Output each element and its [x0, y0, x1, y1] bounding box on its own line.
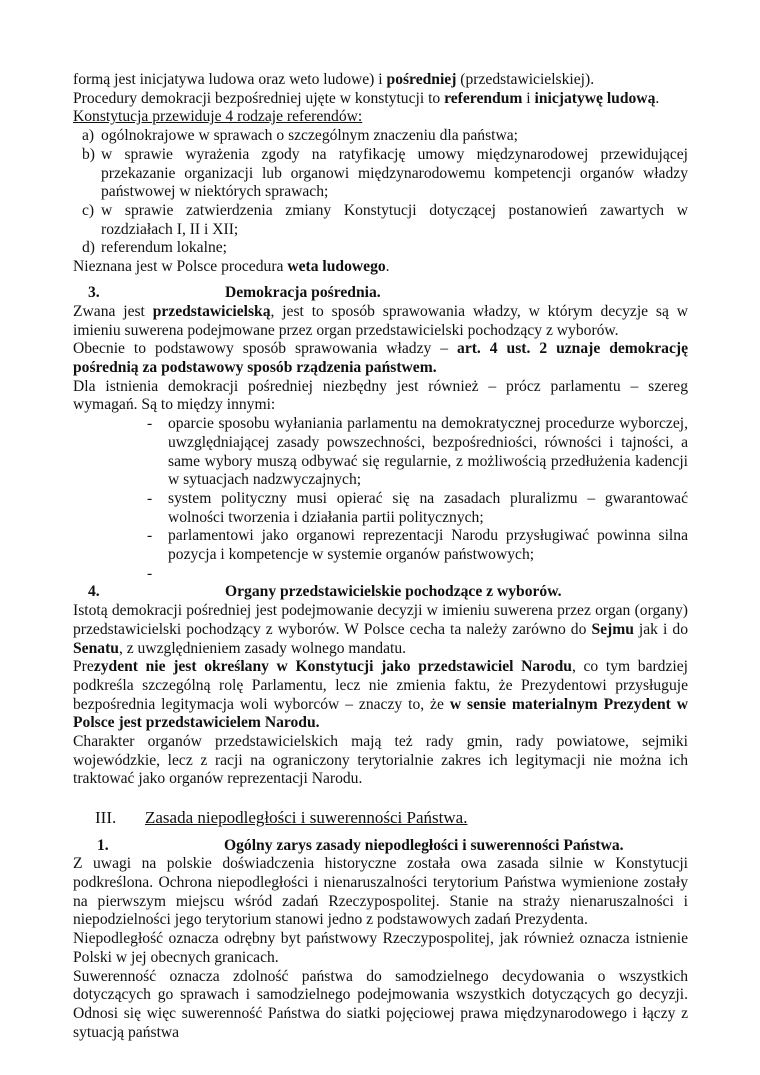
paragraph — [73, 602, 688, 658]
list-item — [73, 565, 688, 584]
text-run: Suwerenność oznacza zdolność państwa do samodzielnego decydowania o wszystkich dotyczących go sprawach i samodzielnego podejmowania wszystkich dotyczących go decyzji. Odnosi się więc suwerenność Państwa do siatki pojęciowej prawa międzynarodowego i łączy z sytuacją państwa — [73, 967, 688, 1041]
list-marker: b) — [82, 145, 95, 163]
chapter-title: Zasada niepodległości i suwerenności Państwa. — [145, 808, 468, 828]
list-item-text: ogólnokrajowe w sprawach o szczególnym znaczeniu dla państwa; — [101, 127, 518, 145]
bold-text: Senatu — [73, 639, 119, 657]
paragraph — [73, 930, 688, 967]
section-heading — [73, 284, 688, 303]
list-item-text: oparcie sposobu wyłaniania parlamentu na demokratycznej procedurze wyborczej, uwzględniającej zasady powszechności, bezpośredniości, równości i tajności, a same wybory muszą odbywać się regularnie, z możliwością przedłużenia kadencji w sytuacjach nadzwyczajnych; — [168, 415, 688, 489]
list-marker: a) — [82, 127, 95, 145]
section-heading — [73, 837, 688, 856]
text-run: Dla istnienia demokracji pośredniej niezbędny jest również – prócz parlamentu – szereg wymagań. Są to między innymi: — [73, 377, 688, 414]
paragraph — [73, 340, 688, 377]
bold-text: pośredniej — [386, 71, 457, 88]
text-run: Procedury demokracji bezpośredniej ujęte w konstytucji to — [73, 89, 445, 107]
text-run: . — [385, 258, 390, 276]
paragraph — [73, 658, 688, 733]
list-item — [73, 527, 688, 564]
list-marker: - — [147, 527, 153, 545]
chapter-number: III. — [95, 808, 117, 828]
list-item — [73, 127, 688, 146]
paragraph — [73, 855, 688, 930]
paragraph — [73, 303, 688, 340]
bold-text: przedstawicielską — [152, 302, 271, 320]
list-marker: - — [147, 489, 153, 507]
bold-text: zydent nie jest określany w Konstytucji jako przedstawiciel Narodu — [93, 658, 572, 676]
heading-title: Demokracja pośrednia. — [225, 284, 381, 302]
list-item-text: referendum lokalne; — [101, 239, 227, 257]
heading-number: 3. — [88, 284, 100, 302]
paragraph — [73, 71, 688, 90]
paragraph — [73, 733, 688, 789]
list-item — [73, 415, 688, 490]
document-page — [73, 71, 688, 1042]
text-run: Pre — [73, 658, 94, 676]
heading-title: Organy przedstawicielskie pochodzące z wyborów. — [225, 583, 562, 601]
paragraph — [73, 108, 688, 127]
text-run: Konstytucja przewiduje 4 rodzaje referendów: — [73, 108, 363, 126]
text-run: . — [655, 89, 660, 107]
text-run: Obecnie to podstawowy sposób sprawowania władzy – — [73, 340, 458, 358]
list-item-text: w sprawie wyrażenia zgody na ratyfikację umowy międzynarodowej przewidującej przekazanie organizacji lub organowi międzynarodowemu kompetencji organów władzy państwowej w niektórych sprawach; — [101, 145, 688, 201]
text-run: Niepodległość oznacza odrębny byt państwowy Rzeczypospolitej, jak również oznacza istnienie Polski w jej obecnych granicach. — [73, 930, 688, 966]
heading-title: Ogólny zarys zasady niepodległości i suwerenności Państwa. — [224, 836, 624, 854]
section-heading — [73, 583, 688, 602]
list-marker: c) — [82, 201, 95, 219]
list-marker: - — [147, 415, 153, 433]
list-item-text: w sprawie zatwierdzenia zmiany Konstytucji dotyczącej postanowień zawartych w rozdziałach I, II i XII; — [101, 201, 688, 238]
bold-text: w sensie materialnym Prezydent w Polsce jest przedstawicielem Narodu. — [73, 695, 689, 732]
text-run: Z uwagi na polskie doświadczenia historyczne została owa zasada silnie w Konstytucji podkreślona. Ochrona niepodległości i nienaruszalności terytorium Państwa wymienione zostały na pierwszym miejscu wśród zadań Rzeczypospolitej. Stanie na straży nienaruszalności i niepodzielności jego terytorium stanowi jedno z podstawowych zadań Prezydenta. — [73, 855, 688, 929]
bold-text: weta ludowego — [287, 258, 386, 276]
paragraph — [73, 968, 688, 1043]
list-item-text: system polityczny musi opierać się na zasadach pluralizmu – gwarantować wolności tworzenia i działania partii politycznych; — [168, 489, 688, 526]
list-item — [73, 146, 688, 202]
text-run: formą jest inicjatywa ludowa oraz weto ludowe) i — [73, 71, 387, 88]
text-run: , co tym bardziej podkreśla szczególną rolę Parlamentu, lecz nie zmienia faktu, że Prezydentowi przysługuje bezpośrednia legitymacja woli wyborców – znaczy to, że — [73, 658, 688, 713]
list-item — [73, 490, 688, 527]
list-marker: - — [147, 564, 153, 582]
list-item — [73, 239, 688, 258]
text-run: Istotą demokracji pośredniej jest podejmowanie decyzji w imieniu suwerena przez organ (organy) przedstawicielski pochodzący z wyborów. W Polsce cecha ta należy zarówno do — [73, 602, 688, 638]
heading-number: 1. — [97, 836, 109, 854]
text-run: Nieznana jest w Polsce procedura — [73, 258, 288, 276]
bold-text: inicjatywę ludową — [534, 89, 656, 107]
list-marker: d) — [82, 239, 95, 257]
text-run: Zwana jest — [73, 302, 153, 320]
dash-list — [73, 415, 688, 583]
paragraph — [73, 90, 688, 109]
list-item-text: parlamentowi jako organowi reprezentacji Narodu przysługiwać powinna silna pozycja i kompetencje w systemie organów państwowych; — [168, 527, 688, 564]
bold-text: referendum — [444, 89, 523, 107]
heading-number: 4. — [88, 583, 100, 601]
text-run: Charakter organów przedstawicielskich mają też rady gmin, rady powiatowe, sejmiki wojewódzkie, lecz z racji na ograniczony terytorialnie zakres ich legitymacji nie można ich traktować jako organów reprezentacji Narodu. — [73, 733, 688, 788]
text-run: , z uwzględnieniem zasady wolnego mandatu. — [118, 639, 407, 657]
bold-text: Sejmu — [591, 620, 634, 638]
lettered-list — [73, 127, 688, 258]
list-item — [73, 202, 688, 239]
chapter-heading — [73, 809, 688, 829]
text-run: (przedstawicielskiej). — [456, 71, 595, 88]
paragraph — [73, 258, 688, 277]
text-run: jak i do — [633, 620, 688, 638]
paragraph — [73, 378, 688, 415]
bold-text: art. 4 ust. 2 uznaje demokrację pośrednią za podstawowy sposób rządzenia państwem. — [73, 340, 689, 377]
text-run: i — [522, 89, 535, 107]
text-run: , jest to sposób sprawowania władzy, w którym decyzje są w imieniu suwerena podejmowane przez organ przedstawicielski pochodzący z wyborów. — [73, 302, 688, 339]
